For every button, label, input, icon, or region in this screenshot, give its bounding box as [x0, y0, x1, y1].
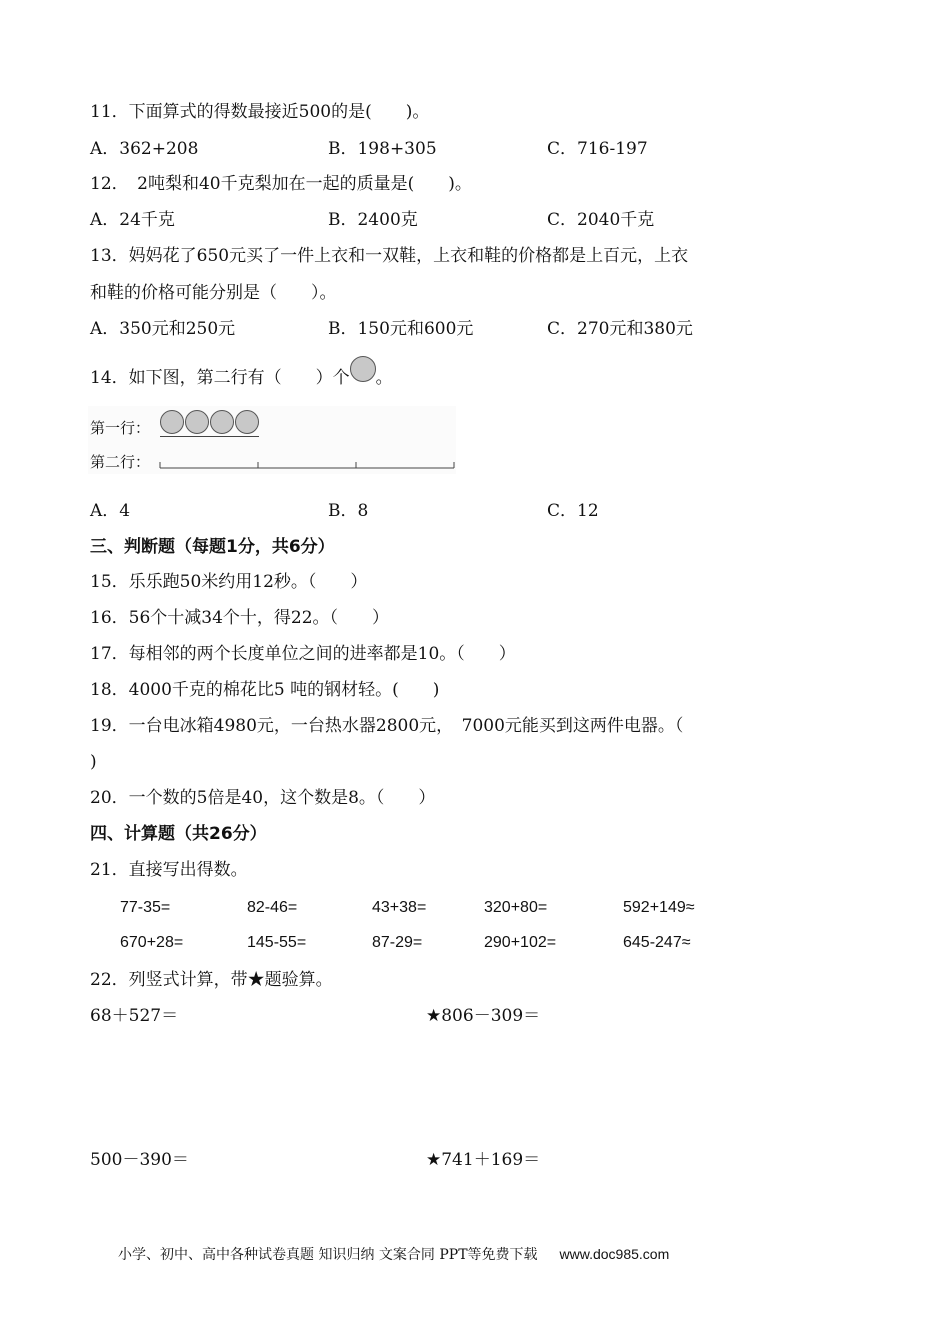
q12-option-c: C．2040千克: [547, 210, 655, 230]
footer-site[interactable]: www.doc985.com: [559, 1246, 670, 1262]
q14-stem-text: 14．如下图，第二行有（ ）个: [90, 368, 350, 388]
q16: 16．56个十减34个十，得22。（ ）: [90, 608, 390, 628]
q14-option-c: C．12: [547, 501, 599, 521]
footer: [118, 1243, 669, 1266]
section3-title: 三、判断题（每题1分，共6分）: [90, 537, 335, 557]
q19-line2: ): [90, 752, 97, 772]
q14-stem-end: 。: [375, 368, 393, 388]
section4-title: 四、计算题（共26分）: [90, 824, 267, 844]
q14-row2-segments: [158, 456, 458, 470]
q11-option-a: A．362+208: [90, 139, 199, 159]
q14-row2-label: 第二行：: [90, 453, 151, 471]
q15: 15．乐乐跑50米约用12秒。（ ）: [90, 572, 368, 592]
q21-r1-c1: 77-35=: [120, 899, 171, 916]
q11-option-b: B．198+305: [328, 139, 437, 159]
q11-option-c: C．716-197: [547, 139, 648, 159]
circle-icon: [160, 410, 184, 434]
q13-stem-line2: 和鞋的价格可能分别是（ ）。: [90, 283, 337, 303]
q22-item-3: 500－390＝: [90, 1150, 189, 1170]
q18: 18．4000千克的棉花比5 吨的钢材轻。( ): [90, 680, 440, 700]
q21-r1-c4: 320+80=: [484, 899, 548, 916]
q14-row1-circles: [160, 410, 259, 437]
q17: 17．每相邻的两个长度单位之间的进率都是10。（ ）: [90, 644, 516, 664]
circle-icon: [235, 410, 259, 434]
q21-r1-c3: 43+38=: [372, 899, 427, 916]
q20: 20．一个数的5倍是40，这个数是8。（ ）: [90, 788, 436, 808]
q21-r2-c3: 87-29=: [372, 934, 423, 951]
q14-stem: [90, 366, 393, 390]
q21-r2-c1: 670+28=: [120, 934, 184, 951]
q21-stem: 21．直接写出得数。: [90, 860, 248, 880]
q21-r2-c4: 290+102=: [484, 934, 557, 951]
q21-r1-c5: 592+149≈: [623, 899, 695, 916]
q21-r2-c5: 645-247≈: [623, 934, 691, 951]
q12-stem: 12． 2吨梨和40千克梨加在一起的质量是( )。: [90, 174, 472, 194]
q13-option-b: B．150元和600元: [328, 319, 474, 339]
circle-icon: [210, 410, 234, 434]
q22-item-1: 68＋527＝: [90, 1006, 179, 1026]
q12-option-a: A．24千克: [90, 210, 175, 230]
q14-row1-label: 第一行：: [90, 419, 151, 437]
q14-option-b: B．8: [328, 501, 369, 521]
q22-item-4: ★741＋169＝: [426, 1150, 541, 1170]
circle-icon: [350, 356, 376, 382]
q21-r2-c2: 145-55=: [247, 934, 307, 951]
q13-option-c: C．270元和380元: [547, 319, 693, 339]
q14-option-a: A．4: [90, 501, 131, 521]
q13-stem-line1: 13．妈妈花了650元买了一件上衣和一双鞋，上衣和鞋的价格都是上百元，上衣: [90, 246, 689, 266]
q21-r1-c2: 82-46=: [247, 899, 298, 916]
q14-circle-inline: [350, 370, 376, 390]
q22-item-2: ★806－309＝: [426, 1006, 541, 1026]
footer-text: 小学、初中、高中各种试卷真题 知识归纳 文案合同 PPT等免费下载: [118, 1247, 538, 1263]
circle-icon: [185, 410, 209, 434]
q13-option-a: A．350元和250元: [90, 319, 236, 339]
q11-stem: 11．下面算式的得数最接近500的是( )。: [90, 102, 430, 122]
q12-option-b: B．2400克: [328, 210, 418, 230]
q19-line1: 19．一台电冰箱4980元，一台热水器2800元， 7000元能买到这两件电器。（: [90, 716, 684, 736]
q22-stem: 22．列竖式计算，带★题验算。: [90, 970, 333, 990]
